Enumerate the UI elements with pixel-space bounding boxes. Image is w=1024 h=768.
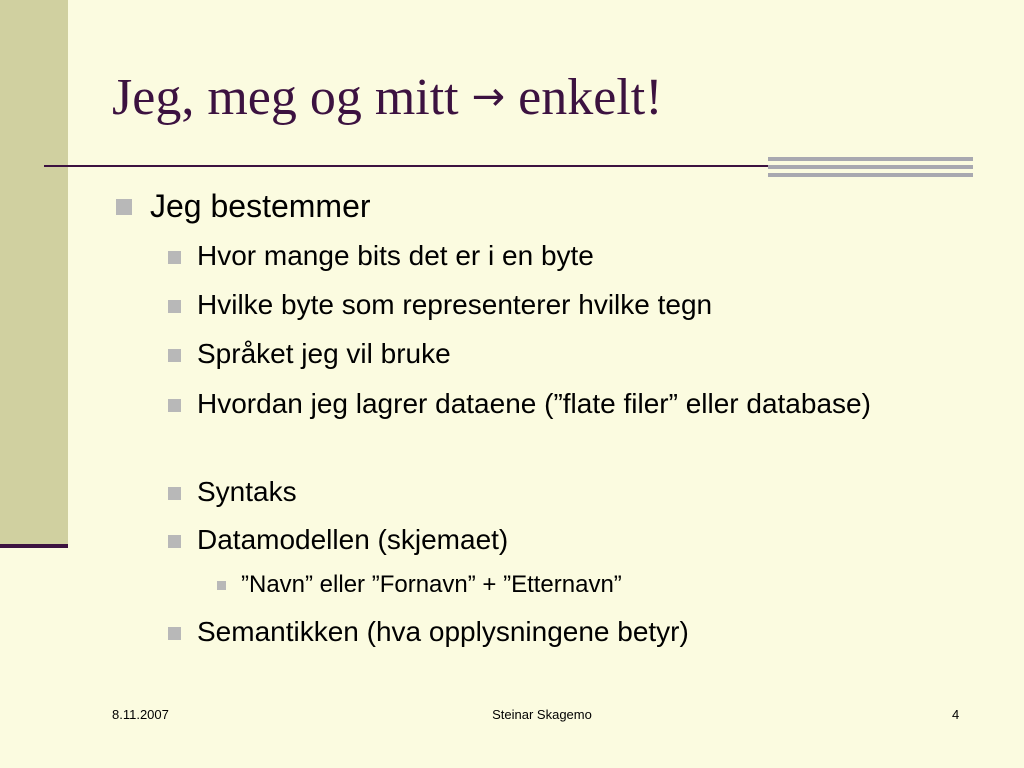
sub-bullet-syntax: [197, 474, 927, 510]
sub-bullet-label: Semantikken (hva opplysningene betyr): [197, 616, 689, 647]
footer-date: 8.11.2007: [112, 707, 169, 722]
title-prefix: Jeg, meg og mitt: [112, 69, 459, 126]
sub-bullet-language: [197, 336, 927, 372]
square-bullet-icon: [217, 581, 226, 590]
bullet-label: Jeg bestemmer: [150, 188, 371, 224]
sub-bullet-storage: [197, 386, 927, 422]
square-bullet-icon: [116, 199, 132, 215]
square-bullet-icon: [168, 251, 181, 264]
sub-bullet-byte-mapping: [197, 287, 927, 323]
square-bullet-icon: [168, 399, 181, 412]
sub-sub-bullet-name-fields: [241, 570, 622, 600]
sub-bullet-label: Språket jeg vil bruke: [197, 338, 451, 369]
bullet-jeg-bestemmer: [150, 187, 371, 225]
sub-bullet-semantics: [197, 614, 927, 650]
square-bullet-icon: [168, 300, 181, 313]
sub-bullet-label: Syntaks: [197, 476, 297, 507]
sub-bullet-label: Hvor mange bits det er i en byte: [197, 240, 594, 271]
square-bullet-icon: [168, 349, 181, 362]
sub-sub-bullet-label: ”Navn” eller ”Fornavn” + ”Etternavn”: [241, 571, 622, 598]
arrow-right-icon: →: [471, 74, 506, 120]
title-suffix: enkelt!: [518, 69, 663, 126]
sub-bullet-label: Hvordan jeg lagrer dataene (”flate filer” eller database): [197, 388, 871, 419]
footer-page-number: 4: [952, 707, 960, 722]
square-bullet-icon: [168, 487, 181, 500]
footer-author: Steinar Skagemo: [492, 707, 592, 722]
square-bullet-icon: [168, 535, 181, 548]
sub-bullet-label: Datamodellen (skjemaet): [197, 524, 509, 555]
sub-bullet-data-model: [197, 522, 927, 558]
square-bullet-icon: [168, 627, 181, 640]
sub-bullet-label: Hvilke byte som representerer hvilke tegn: [197, 289, 713, 320]
sub-bullet-bits-per-byte: [197, 238, 927, 274]
